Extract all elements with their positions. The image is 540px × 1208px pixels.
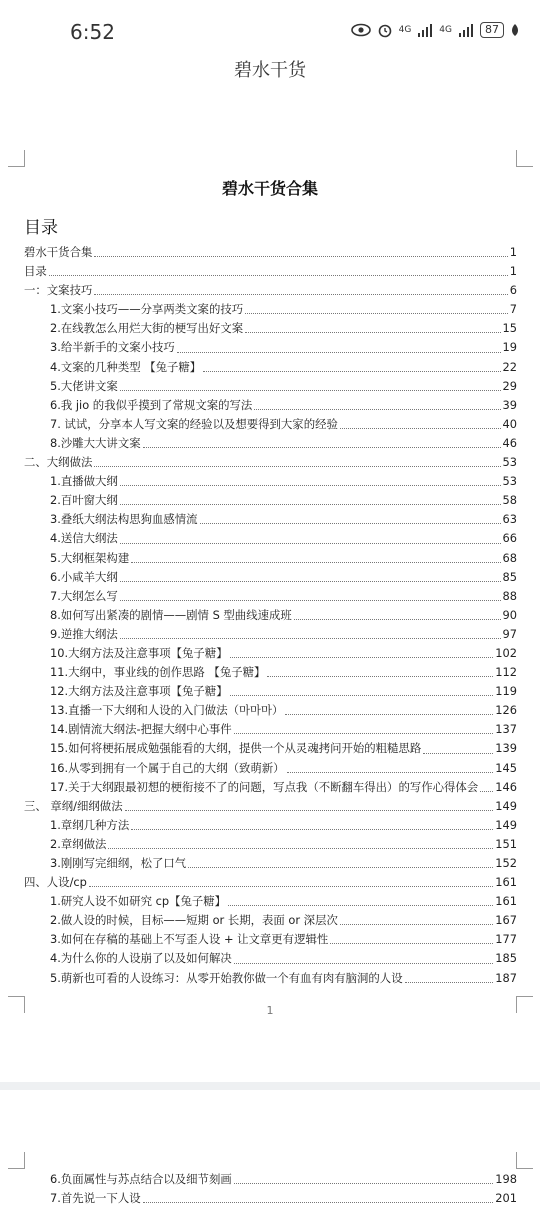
signal-1-label: 4G: [398, 25, 412, 35]
toc-leader-dots: [120, 543, 501, 544]
toc-entry[interactable]: [24, 701, 517, 720]
toc-entry-title: 6.负面属性与苏点结合以及细节刻画: [50, 1172, 232, 1186]
toc-entry-title: 三、 章纲/细纲做法: [24, 798, 123, 813]
toc-entry-page: 167: [495, 913, 517, 928]
leaf-icon: [510, 23, 520, 37]
toc-entry-page: 7: [509, 302, 517, 317]
toc-leader-dots: [245, 332, 500, 333]
toc-entry-title: 2.百叶窗大纲: [50, 493, 118, 508]
page2-corner-top-right: [516, 1152, 533, 1169]
toc-entry-title: 2.章纲做法: [50, 836, 107, 851]
toc-entry[interactable]: [24, 491, 517, 510]
toc-leader-dots: [230, 657, 494, 658]
toc-entry-title: 4.文案的几种类型 【兔子糖】: [50, 359, 202, 374]
toc-entry[interactable]: [24, 243, 517, 262]
toc-entry[interactable]: [24, 358, 517, 377]
toc-leader-dots: [287, 772, 494, 773]
toc-entry-page: 29: [502, 378, 517, 393]
toc-entry-page: 102: [495, 645, 517, 660]
toc-entry[interactable]: [24, 453, 517, 472]
document-title: 碧水干货合集: [221, 179, 318, 198]
toc-leader-dots: [245, 313, 508, 314]
toc-entry-page: 58: [502, 493, 517, 508]
toc-leader-dots: [131, 562, 500, 563]
toc-leader-dots: [49, 275, 508, 276]
toc-leader-dots: [94, 294, 507, 295]
toc-leader-dots: [254, 409, 500, 410]
toc-entry-title: 15.如何将梗拓展成勉强能看的大纲，提供一个从灵魂拷问开始的粗糙思路: [50, 741, 422, 756]
toc-entry[interactable]: [24, 930, 517, 949]
toc-leader-dots: [203, 371, 500, 372]
app-title: 碧水干货: [234, 60, 306, 81]
toc-entry-page: 152: [495, 856, 517, 870]
table-of-contents-continued: [24, 1170, 517, 1208]
toc-entry-title: 13.直播一下大纲和人设的入门做法（마마마）: [50, 703, 284, 718]
toc-entry[interactable]: [24, 568, 517, 587]
toc-entry-title: 3.叠纸大纲法构思狗血感情流: [50, 512, 198, 527]
toc-entry[interactable]: [24, 281, 517, 300]
toc-entry[interactable]: [24, 319, 517, 338]
toc-entry-page: 6: [509, 283, 517, 298]
toc-entry[interactable]: [24, 434, 517, 453]
toc-entry[interactable]: [24, 969, 517, 988]
toc-leader-dots: [340, 428, 501, 429]
toc-entry[interactable]: [24, 739, 517, 758]
toc-entry-title: 二、大纲做法: [24, 455, 93, 470]
toc-entry-page: 187: [495, 970, 517, 985]
toc-entry-title: 2.做人设的时候，目标——短期 or 长期，表面 or 深层次: [50, 913, 338, 928]
toc-entry-title: 3.刚刚写完细纲，松了口气: [50, 856, 187, 870]
toc-entry[interactable]: [24, 835, 517, 854]
toc-entry-title: 5.大纲框架构建: [50, 550, 130, 565]
toc-leader-dots: [340, 924, 493, 925]
alarm-icon: [377, 22, 393, 38]
toc-entry-title: 14.剧情流大纲法-把握大纲中心事件: [50, 722, 232, 737]
toc-entry-page: 19: [502, 340, 517, 355]
toc-entry[interactable]: [24, 587, 517, 606]
toc-entry-title: 7.首先说一下人设: [50, 1191, 141, 1206]
table-of-contents: [24, 243, 517, 988]
toc-entry-title: 9.逆推大纲法: [50, 626, 118, 641]
toc-leader-dots: [234, 1183, 494, 1184]
toc-leader-dots: [120, 485, 501, 486]
toc-entry-page: 177: [495, 932, 517, 947]
toc-entry-page: 88: [502, 588, 517, 603]
toc-entry-title: 4.送信大纲法: [50, 531, 118, 546]
toc-entry[interactable]: [24, 911, 517, 930]
page-corner-top-left: [8, 150, 25, 167]
toc-entry-title: 10.大纲方法及注意事项【兔子糖】: [50, 645, 228, 660]
toc-entry[interactable]: [24, 377, 517, 396]
toc-leader-dots: [267, 676, 493, 677]
toc-entry-page: 63: [502, 512, 517, 527]
toc-entry-title: 3.如何在存稿的基础上不写歪人设 + 让文章更有逻辑性: [50, 932, 329, 947]
toc-entry-title: 3.给半新手的文案小技巧: [50, 340, 175, 355]
toc-entry-page: 66: [502, 531, 517, 546]
toc-entry-page: 139: [495, 741, 517, 756]
toc-entry-page: 161: [495, 875, 517, 890]
toc-entry-page: 149: [495, 798, 517, 813]
toc-leader-dots: [125, 810, 494, 811]
toc-entry-page: 185: [495, 951, 517, 966]
toc-entry-page: 15: [502, 321, 517, 336]
toc-entry[interactable]: [24, 873, 517, 892]
toc-entry[interactable]: [24, 262, 517, 281]
toc-entry-page: 53: [502, 474, 517, 489]
toc-entry-title: 1.章纲几种方法: [50, 817, 130, 832]
toc-entry-title: 碧水干货合集: [24, 245, 93, 259]
toc-entry-title: 1.直播做大纲: [50, 474, 118, 489]
toc-entry-page: 39: [502, 397, 517, 412]
toc-heading: 目录: [24, 218, 58, 238]
toc-entry[interactable]: [24, 759, 517, 778]
toc-leader-dots: [200, 523, 501, 524]
toc-entry[interactable]: [24, 663, 517, 682]
toc-entry-page: 145: [495, 760, 517, 775]
page-corner-top-right: [516, 150, 533, 167]
battery-indicator: 87: [480, 22, 504, 38]
toc-entry[interactable]: [24, 625, 517, 644]
toc-entry[interactable]: [24, 892, 517, 911]
toc-entry-page: 137: [495, 722, 517, 737]
toc-entry-title: 17.关于大纲跟最初想的梗衔接不了的问题，写点我（不断翻车得出）的写作心得体会: [50, 779, 479, 794]
toc-entry[interactable]: [24, 644, 517, 663]
toc-entry-title: 6.小咸羊大纲: [50, 569, 118, 584]
toc-entry-title: 8.如何写出紧凑的剧情——剧情 S 型曲线速成班: [50, 607, 292, 622]
toc-entry-title: 1.文案小技巧——分享两类文案的技巧: [50, 302, 244, 317]
toc-entry-page: 97: [502, 626, 517, 641]
toc-entry-page: 146: [495, 779, 517, 794]
toc-leader-dots: [94, 466, 500, 467]
toc-entry[interactable]: [24, 529, 517, 548]
toc-entry-title: 8.沙雕大大讲文案: [50, 435, 141, 450]
toc-leader-dots: [234, 963, 494, 964]
toc-entry-page: 151: [495, 836, 517, 851]
toc-entry-page: 1: [509, 264, 517, 279]
toc-entry-page: 1: [509, 245, 517, 259]
toc-entry-title: 6.我 jio 的我似乎摸到了常规文案的写法: [50, 397, 253, 412]
toc-entry[interactable]: [24, 549, 517, 568]
status-time: 6:52: [70, 20, 115, 44]
toc-leader-dots: [131, 829, 493, 830]
toc-leader-dots: [188, 867, 493, 868]
toc-leader-dots: [234, 733, 494, 734]
toc-entry[interactable]: [24, 720, 517, 739]
eye-icon: [351, 23, 371, 37]
status-bar: [0, 0, 540, 64]
toc-entry-page: 126: [495, 703, 517, 718]
toc-leader-dots: [405, 982, 494, 983]
toc-leader-dots: [330, 943, 493, 944]
toc-entry[interactable]: [24, 300, 517, 319]
page-number: 1: [266, 1004, 274, 1017]
toc-entry[interactable]: [24, 472, 517, 491]
toc-entry[interactable]: [24, 682, 517, 701]
toc-leader-dots: [89, 886, 493, 887]
toc-entry-page: 90: [502, 607, 517, 622]
toc-leader-dots: [143, 447, 501, 448]
toc-entry-title: 一：文案技巧: [24, 283, 93, 298]
page2-corner-top-left: [8, 1152, 25, 1169]
toc-entry[interactable]: [24, 606, 517, 625]
toc-entry-page: 119: [495, 684, 517, 699]
toc-entry-title: 5.萌新也可看的人设练习：从零开始教你做一个有血有肉有脑洞的人设: [50, 970, 403, 985]
toc-entry[interactable]: [24, 510, 517, 529]
toc-entry-page: 201: [495, 1191, 517, 1206]
toc-leader-dots: [294, 619, 501, 620]
toc-entry[interactable]: [24, 396, 517, 415]
toc-entry-title: 5.大佬讲文案: [50, 378, 118, 393]
status-icons: [351, 22, 520, 38]
toc-entry-page: 40: [502, 416, 517, 431]
toc-entry-page: 161: [495, 894, 517, 909]
toc-entry-title: 7.大纲怎么写: [50, 588, 118, 603]
toc-entry-page: 85: [502, 569, 517, 584]
toc-entry-page: 112: [495, 665, 517, 680]
page-separator: [0, 1082, 540, 1090]
toc-leader-dots: [120, 504, 501, 505]
toc-entry[interactable]: [24, 1189, 517, 1208]
toc-entry-title: 11.大纲中，事业线的创作思路 【兔子糖】: [50, 665, 266, 680]
toc-entry-title: 16.从零到拥有一个属于自己的大纲（致萌新）: [50, 760, 285, 775]
toc-leader-dots: [230, 695, 494, 696]
toc-entry[interactable]: [24, 854, 517, 873]
toc-entry-title: 目录: [24, 264, 47, 279]
toc-entry-page: 149: [495, 817, 517, 832]
signal-2-label: 4G: [439, 25, 452, 35]
toc-entry-title: 7. 试试，分享本人写文案的经验以及想要得到大家的经验: [50, 416, 338, 431]
toc-leader-dots: [177, 352, 501, 353]
toc-entry-page: 53: [502, 455, 517, 470]
toc-entry[interactable]: [24, 1170, 517, 1189]
signal-bars-1-icon: [417, 23, 433, 37]
toc-entry[interactable]: [24, 816, 517, 835]
toc-entry[interactable]: [24, 338, 517, 357]
toc-entry-title: 4.为什么你的人设崩了以及如何解决: [50, 951, 232, 966]
toc-leader-dots: [120, 581, 501, 582]
toc-leader-dots: [120, 600, 501, 601]
toc-entry-page: 46: [502, 435, 517, 450]
toc-entry-title: 12.大纲方法及注意事项【兔子糖】: [50, 684, 228, 699]
toc-leader-dots: [120, 638, 501, 639]
toc-leader-dots: [285, 714, 493, 715]
toc-entry[interactable]: [24, 797, 517, 816]
toc-leader-dots: [120, 390, 501, 391]
toc-leader-dots: [143, 1202, 494, 1203]
toc-entry[interactable]: [24, 778, 517, 797]
toc-entry-page: 22: [502, 359, 517, 374]
toc-leader-dots: [423, 753, 493, 754]
toc-entry[interactable]: [24, 949, 517, 968]
toc-entry-page: 198: [495, 1172, 517, 1186]
toc-entry-title: 1.研究人设不如研究 cp【兔子糖】: [50, 894, 227, 909]
toc-entry-title: 2.在线教怎么用烂大街的梗写出好文案: [50, 321, 244, 336]
toc-leader-dots: [228, 905, 493, 906]
toc-leader-dots: [94, 256, 507, 257]
signal-bars-2-icon: [458, 23, 474, 37]
toc-entry-title: 四、人设/cp: [24, 875, 87, 890]
toc-entry[interactable]: [24, 415, 517, 434]
toc-entry-page: 68: [502, 550, 517, 565]
toc-leader-dots: [480, 791, 493, 792]
toc-leader-dots: [108, 848, 493, 849]
